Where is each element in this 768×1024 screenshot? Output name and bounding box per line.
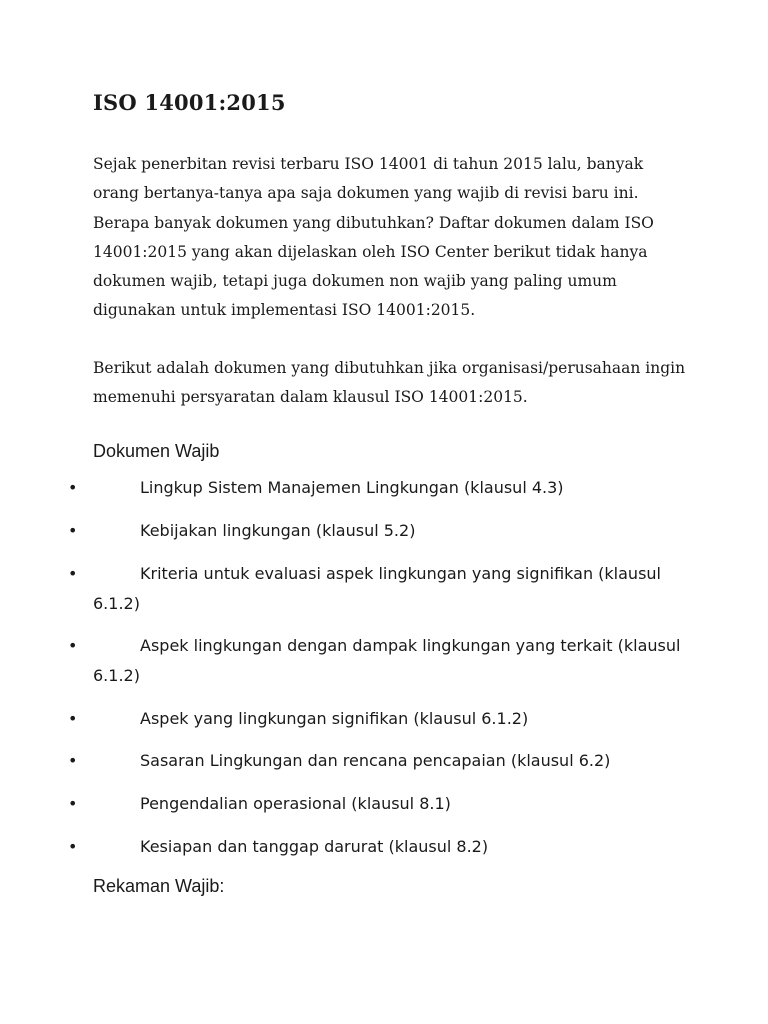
list-item: [0, 704, 768, 734]
list-item-text: Kesiapan dan tanggap darurat (klausul 8.2): [140, 837, 489, 856]
bullet-icon: •: [68, 751, 78, 770]
bullet-icon: •: [68, 794, 78, 813]
list-item-text: Sasaran Lingkungan dan rencana pencapaian (klausul 6.2): [140, 751, 611, 770]
bullet-icon: •: [68, 564, 78, 583]
list-item-text: Kriteria untuk evaluasi aspek lingkungan yang signifikan (klausul 6.1.2): [93, 564, 661, 613]
list-item: [0, 789, 768, 819]
bullet-icon: •: [68, 636, 78, 655]
list-item: [0, 631, 768, 691]
list-item-text: Aspek lingkungan dengan dampak lingkungan yang terkait (klausul 6.1.2): [93, 636, 681, 685]
list-item: [0, 746, 768, 776]
list-item-text: Lingkup Sistem Manajemen Lingkungan (klausul 4.3): [140, 478, 564, 497]
bullet-icon: •: [68, 837, 78, 856]
list-item-text: Aspek yang lingkungan signifikan (klausul 6.1.2): [140, 709, 529, 728]
list-item: [0, 473, 768, 503]
mandatory-documents-heading: Dokumen Wajib: [93, 441, 220, 461]
intro-paragraph: Sejak penerbitan revisi terbaru ISO 14001 di tahun 2015 lalu, banyak orang bertanya-tanya apa saja dokumen yang wajib di revisi baru ini. Berapa banyak dokumen yang dibutuhkan? Daftar dokumen dalam ISO 14001:2015 yang akan dijelaskan oleh ISO Center berikut tidak hanya dokumen wajib, tetapi juga dokumen non wajib yang paling umum digunakan untuk implementasi ISO 14001:2015.: [93, 155, 654, 320]
bullet-icon: •: [68, 478, 78, 497]
mandatory-records-heading: Rekaman Wajib:: [93, 876, 225, 896]
document-title: ISO 14001:2015: [93, 90, 286, 115]
bullet-icon: •: [68, 709, 78, 728]
requirements-paragraph: Berikut adalah dokumen yang dibutuhkan jika organisasi/perusahaan ingin memenuhi persyaratan dalam klausul ISO 14001:2015.: [93, 359, 686, 407]
list-item: [0, 832, 768, 862]
list-item: [0, 559, 768, 619]
bullet-icon: •: [68, 521, 78, 540]
list-item: [0, 516, 768, 546]
list-item-text: Pengendalian operasional (klausul 8.1): [140, 794, 451, 813]
list-item-text: Kebijakan lingkungan (klausul 5.2): [140, 521, 416, 540]
